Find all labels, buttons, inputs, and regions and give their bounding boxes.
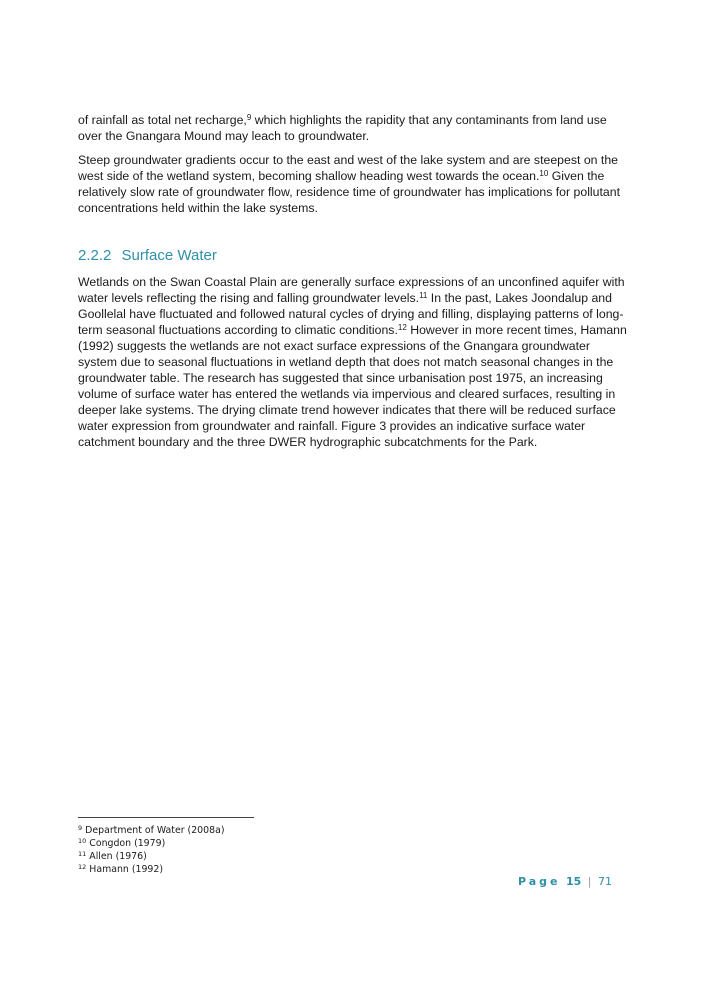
page-separator: | xyxy=(587,875,592,888)
paragraph-text: However in more recent times, Hamann (1992) suggests the wetlands are not exact surface expressions of the Gnangara groundwater system due to seasonal fluctuations in wetland depth that does not match seasonal changes in the groundwater table. The research has suggested that since urbanisation post 1975, an increasing volume of surface water has entered the wetlands via impervious and cleared surfaces, resulting in deeper lake systems. The drying climate trend however indicates that there will be reduced surface water expression from groundwater and rainfall. Figure 3 provides an indicative surface water catchment boundary and the three DWER hydrographic subcatchments for the Park. xyxy=(78,323,627,449)
current-page: 15 xyxy=(565,875,582,888)
footnote-reference: 10 xyxy=(539,169,549,178)
paragraph-text: In the past, Lakes Joondalup and Goollelal have fluctuated and followed natural cycles of drying and filling, displaying patterns of long-term seasonal fluctuations according to climatic conditions. xyxy=(78,291,624,337)
paragraph-groundwater-gradients xyxy=(78,152,632,216)
footnote-number: 9 xyxy=(78,824,83,832)
section-heading xyxy=(78,247,217,264)
paragraph-text: Given the relatively slow rate of groundwater flow, residence time of groundwater has implications for pollutant concentrations held within the lake systems. xyxy=(78,169,621,215)
footnote-reference: 11 xyxy=(419,291,428,300)
section-title: Surface Water xyxy=(121,247,217,264)
footnote-divider xyxy=(78,817,254,818)
footnotes-list xyxy=(78,824,224,876)
footnote-item xyxy=(78,837,224,850)
section-number: 2.2.2 xyxy=(78,247,112,264)
page-label: Page xyxy=(517,875,561,888)
footnote-item xyxy=(78,850,224,863)
footnote-text: Allen (1976) xyxy=(89,851,147,862)
footnote-reference: 12 xyxy=(397,323,407,332)
page-number xyxy=(518,875,612,888)
footnote-text: Congdon (1979) xyxy=(89,838,166,849)
paragraph-surface-water xyxy=(78,274,632,450)
footnote-text: Hamann (1992) xyxy=(89,864,163,875)
total-pages: 71 xyxy=(598,875,612,888)
paragraph-text: which highlights the rapidity that any contaminants from land use over the Gnangara Mound may leach to groundwater. xyxy=(78,113,607,143)
paragraph-recharge xyxy=(78,112,632,144)
paragraph-text: of rainfall as total net recharge, xyxy=(78,113,247,127)
footnote-item xyxy=(78,824,224,837)
footnote-number: 10 xyxy=(78,837,87,845)
footnote-reference: 9 xyxy=(246,113,252,122)
paragraph-text: Steep groundwater gradients occur to the east and west of the lake system and are steepest on the west side of the wetland system, becoming shallow heading west towards the ocean. xyxy=(78,153,619,183)
paragraph-text: Wetlands on the Swan Coastal Plain are generally surface expressions of an unconfined aquifer with water levels reflecting the rising and falling groundwater levels. xyxy=(78,275,625,305)
footnote-text: Department of Water (2008a) xyxy=(85,825,225,836)
footnote-number: 11 xyxy=(78,850,87,858)
footnote-number: 12 xyxy=(78,863,87,871)
footnote-item xyxy=(78,863,224,876)
